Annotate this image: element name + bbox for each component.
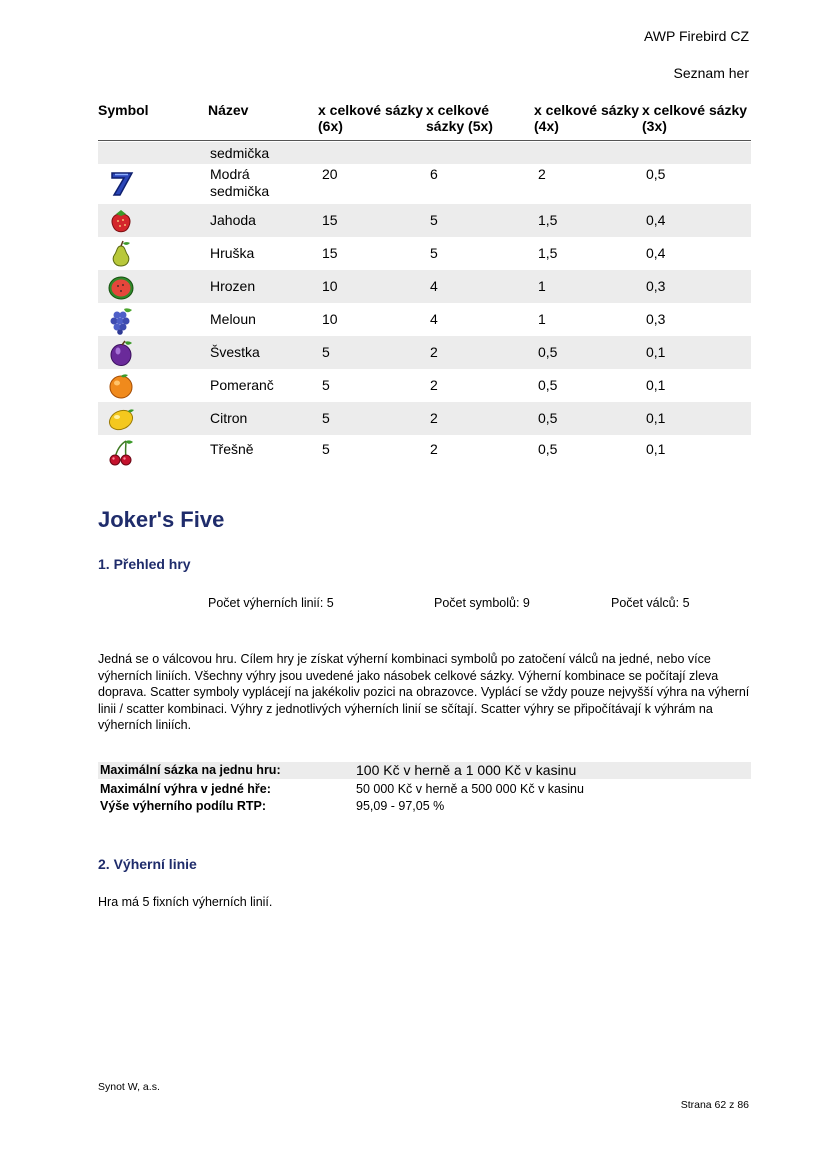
- game-title: Joker's Five: [98, 507, 225, 532]
- row-name: Meloun: [210, 311, 256, 327]
- game-description: Jedná se o válcovou hru. Cílem hry je získat výherní kombinaci symbolů po zatočení válců na jedné, nebo více výherních liniích. Všechny výhry jsou uvedené jako násobek celkové sázky. Výherní kombinace se počítají zleva doprava. Scatter symboly vyplácejí na jakékoliv pozici na obrazovce. Vyplácí se vždy pouze nejvyšší výhra na výherní linii / scatter kombinaci. Výhry z jednotlivých výherních linií se sčítají. Scatter výhry se připočítávají k výhrám na výherních liniích.: [98, 652, 750, 732]
- section-paylines-heading: 2. Výherní linie: [98, 856, 197, 872]
- row-4x: 0,5: [538, 377, 558, 393]
- seven-icon: [106, 168, 136, 198]
- table-row: [98, 336, 751, 369]
- continued-name: sedmička: [210, 145, 270, 161]
- row-3x: 0,1: [646, 410, 666, 426]
- row-name: Švestka: [210, 344, 260, 360]
- header-company: AWP Firebird CZ: [643, 28, 749, 44]
- row-4x: 1,5: [538, 212, 558, 228]
- row-5x: 2: [430, 344, 438, 360]
- table-row: [98, 270, 751, 303]
- row-6x: 15: [322, 245, 338, 261]
- grapes-icon: [106, 305, 136, 335]
- info-value: 100 Kč v herně a 1 000 Kč v kasinu: [356, 762, 577, 778]
- row-3x: 0,1: [646, 344, 666, 360]
- table-row: [98, 303, 751, 336]
- section-overview-heading: 1. Přehled hry: [98, 556, 191, 572]
- info-label: Výše výherního podílu RTP:: [100, 799, 266, 813]
- footer-page-number: Strana 62 z 86: [680, 1099, 749, 1111]
- row-6x: 10: [322, 278, 338, 294]
- row-4x: 0,5: [538, 344, 558, 360]
- info-value: 50 000 Kč v herně a 500 000 Kč v kasinu: [356, 782, 584, 796]
- row-4x: 0,5: [538, 441, 558, 457]
- row-6x: 5: [322, 441, 330, 457]
- row-name: Hruška: [210, 245, 255, 261]
- table-header-rule: [98, 140, 751, 141]
- orange-icon: [106, 371, 136, 401]
- row-3x: 0,3: [646, 278, 666, 294]
- row-3x: 0,1: [646, 377, 666, 393]
- row-3x: 0,4: [646, 212, 666, 228]
- col-header-6x: x celkové sázky (6x): [318, 102, 424, 134]
- stat-lines: Počet výherních linií: 5: [208, 596, 334, 610]
- row-3x: 0,4: [646, 245, 666, 261]
- col-header-4x: x celkové sázky (4x): [534, 102, 640, 134]
- row-4x: 1: [538, 311, 546, 327]
- table-row: [98, 204, 751, 237]
- row-5x: 2: [430, 410, 438, 426]
- stat-reels: Počet válců: 5: [611, 596, 690, 610]
- lemon-icon: [106, 404, 136, 434]
- row-name: Pomeranč: [210, 377, 274, 393]
- row-name: Hrozen: [210, 278, 256, 294]
- row-name: Třešně: [210, 441, 254, 457]
- row-4x: 2: [538, 166, 546, 182]
- row-4x: 1: [538, 278, 546, 294]
- row-5x: 4: [430, 311, 438, 327]
- row-4x: 0,5: [538, 410, 558, 426]
- cherries-icon: [106, 437, 136, 467]
- row-3x: 0,1: [646, 441, 666, 457]
- col-header-3x: x celkové sázky (3x): [642, 102, 748, 134]
- info-row-max-win: [98, 781, 751, 798]
- watermelon-icon: [106, 272, 136, 302]
- row-5x: 4: [430, 278, 438, 294]
- row-5x: 6: [430, 166, 438, 182]
- row-name: Citron: [210, 410, 248, 426]
- col-header-5x: x celkové sázky (5x): [426, 102, 493, 134]
- row-6x: 5: [322, 344, 330, 360]
- row-5x: 2: [430, 377, 438, 393]
- table-row: [98, 369, 751, 402]
- row-name: Modrá sedmička: [210, 166, 270, 199]
- row-5x: 5: [430, 212, 438, 228]
- table-row: [98, 237, 751, 270]
- info-label: Maximální sázka na jednu hru:: [100, 763, 281, 777]
- row-5x: 2: [430, 441, 438, 457]
- row-3x: 0,3: [646, 311, 666, 327]
- table-row-continued: [98, 142, 751, 164]
- info-label: Maximální výhra v jedné hře:: [100, 782, 271, 796]
- table-row: [98, 435, 751, 468]
- info-row-rtp: [98, 798, 751, 815]
- col-header-name: Název: [208, 102, 249, 118]
- table-row: [98, 402, 751, 435]
- table-row: [98, 164, 751, 204]
- header-section: Seznam her: [673, 65, 749, 81]
- row-name: Jahoda: [210, 212, 256, 228]
- footer-company: Synot W, a.s.: [98, 1081, 160, 1093]
- info-row-max-bet: [98, 762, 751, 779]
- row-6x: 5: [322, 377, 330, 393]
- info-value: 95,09 - 97,05 %: [356, 799, 445, 813]
- row-6x: 15: [322, 212, 338, 228]
- paylines-text: Hra má 5 fixních výherních linií.: [98, 895, 273, 909]
- col-header-symbol: Symbol: [98, 102, 149, 118]
- row-5x: 5: [430, 245, 438, 261]
- stat-symbols: Počet symbolů: 9: [434, 596, 530, 610]
- row-4x: 1,5: [538, 245, 558, 261]
- row-6x: 20: [322, 166, 338, 182]
- pear-icon: [106, 239, 136, 269]
- plum-icon: [106, 338, 136, 368]
- row-6x: 5: [322, 410, 330, 426]
- row-3x: 0,5: [646, 166, 666, 182]
- row-6x: 10: [322, 311, 338, 327]
- strawberry-icon: [106, 206, 136, 236]
